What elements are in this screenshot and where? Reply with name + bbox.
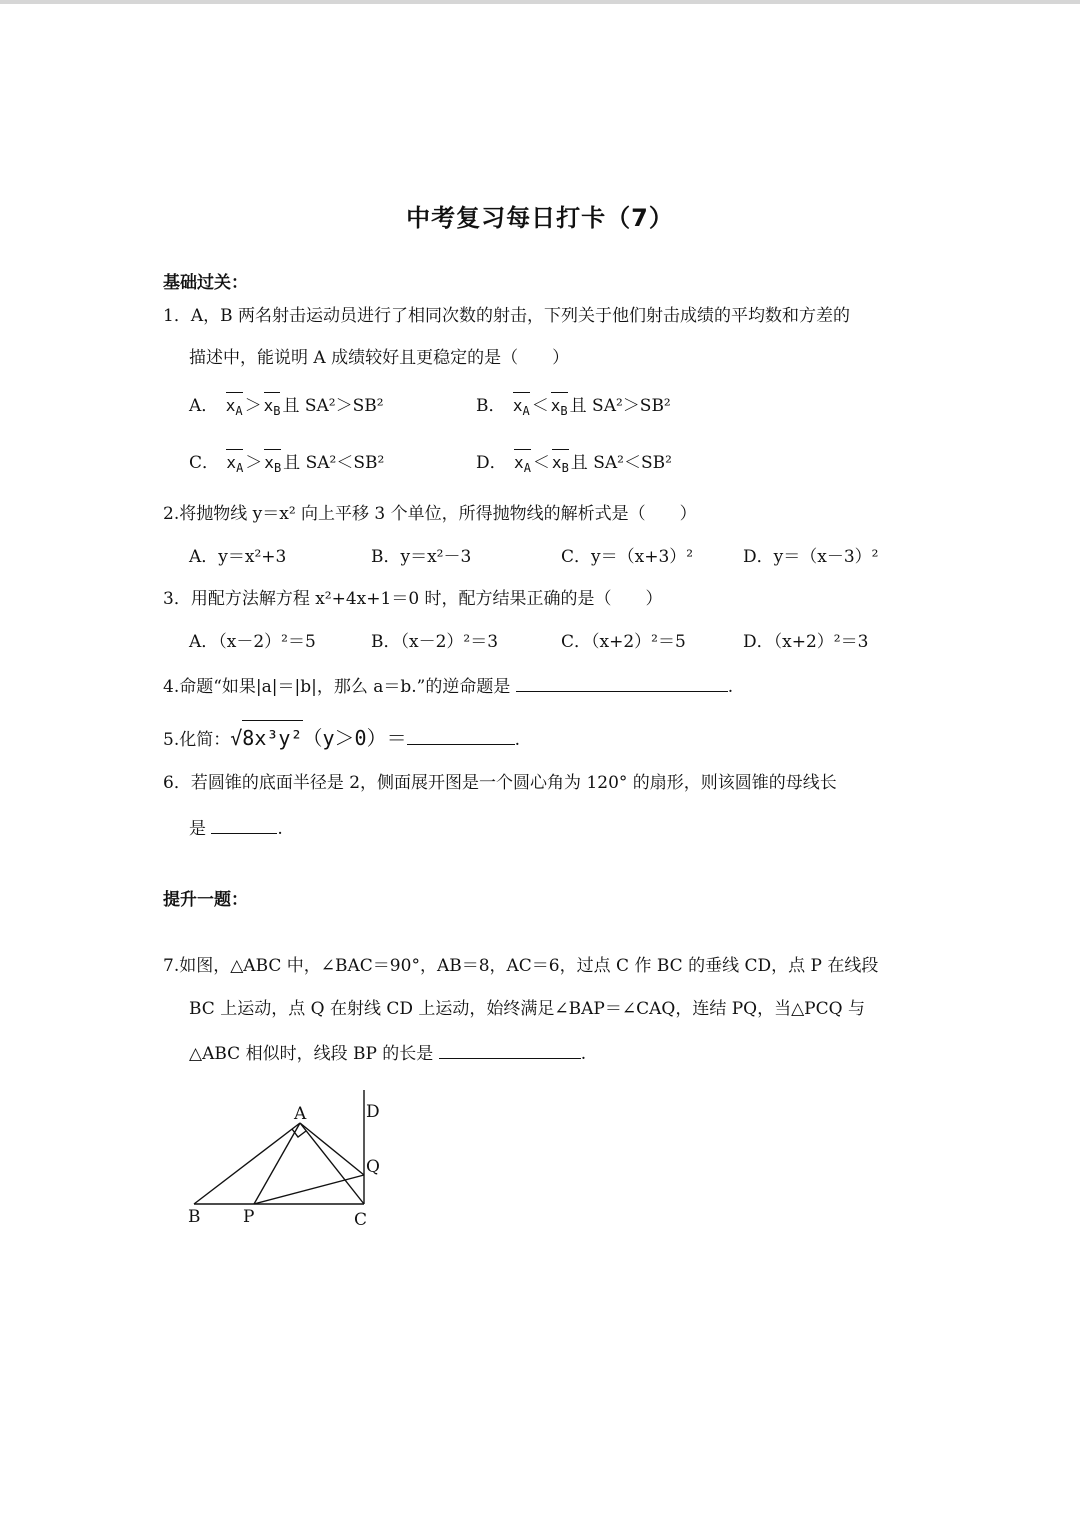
q1-option-a: A． $x_A > x_B$ 且 SA²＞SB²	[189, 392, 384, 420]
q5-radicand: 8x³y²	[242, 720, 302, 753]
label-p: P	[243, 1207, 255, 1227]
q5: 5.化简：√8x³y²（y＞0）＝ .	[163, 720, 520, 755]
section-basic: 基础过关：	[163, 273, 248, 293]
q5-answer-blank	[407, 726, 515, 745]
q4: 4.命题“如果|a|＝|b|，那么 a＝b.”的逆命题是 .	[163, 673, 733, 698]
label-q: Q	[366, 1157, 380, 1177]
mean-xa: $x_A$	[513, 392, 530, 420]
mean-xb: $x_B$	[552, 449, 569, 477]
q5-condition: （y＞0）＝	[302, 726, 407, 750]
q1-option-c-label: C．	[189, 453, 220, 473]
q2-option-c: C．y＝（x+3）²	[561, 547, 694, 567]
q1-option-c: C． $x_A > x_B$ 且 SA²＜SB²	[189, 449, 384, 477]
q1-option-c-cond: 且 SA²＜SB²	[283, 453, 385, 473]
q1-option-d-cond: 且 SA²＜SB²	[570, 453, 672, 473]
q2-option-d: D．y＝（x－3）²	[743, 547, 879, 567]
label-a: A	[294, 1104, 307, 1124]
page-title: 中考复习每日打卡（7）	[406, 204, 674, 232]
q1-option-d: D． $x_A < x_B$ 且 SA²＜SB²	[476, 449, 672, 477]
q6-line2: 是 .	[189, 815, 283, 840]
q1-option-b: B． $x_A < x_B$ 且 SA²＞SB²	[476, 392, 671, 420]
mean-xb: $x_B$	[264, 449, 281, 477]
q4-stem: 4.命题“如果|a|＝|b|，那么 a＝b.”的逆命题是	[163, 677, 511, 697]
q1-line1: 1．A，B 两名射击运动员进行了相同次数的射击，下列关于他们射击成绩的平均数和方差的	[163, 306, 850, 326]
q2-stem: 2.将抛物线 y＝x² 向上平移 3 个单位，所得抛物线的解析式是（ ）	[163, 504, 697, 524]
q4-answer-blank	[516, 673, 728, 692]
q1-option-b-cond: 且 SA²＞SB²	[569, 396, 671, 416]
mean-xa: $x_A$	[514, 449, 531, 477]
segment-ab	[194, 1123, 300, 1204]
mean-xb: $x_B$	[551, 392, 568, 420]
segment-ap	[254, 1123, 300, 1204]
q5-stem: 5.化简：	[163, 730, 231, 750]
segment-ac	[300, 1123, 364, 1204]
q6-answer-blank	[211, 815, 277, 834]
q3-option-c: C．（x+2）²＝5	[561, 632, 686, 652]
q1-line2: 描述中，能说明 A 成绩较好且更稳定的是（ ）	[189, 348, 570, 368]
label-c: C	[354, 1210, 368, 1230]
segment-aq	[300, 1123, 364, 1175]
q7-line3: △ABC 相似时，线段 BP 的长是 .	[189, 1040, 586, 1065]
mean-xb: $x_B$	[264, 392, 281, 420]
q3-stem: 3．用配方法解方程 x²+4x+1＝0 时，配方结果正确的是（ ）	[163, 589, 663, 609]
label-d: D	[366, 1102, 380, 1122]
top-border	[0, 0, 1080, 4]
q7-line1: 7.如图，△ABC 中，∠BAC＝90°，AB＝8，AC＝6，过点 C 作 BC 的垂线 CD，点 P 在线段	[163, 956, 879, 976]
q3-option-a: A．（x－2）²＝5	[189, 632, 316, 652]
geometry-figure	[180, 1090, 410, 1240]
q6-line1: 6．若圆锥的底面半径是 2，侧面展开图是一个圆心角为 120° 的扇形，则该圆锥的母线长	[163, 773, 837, 793]
label-b: B	[188, 1207, 201, 1227]
sqrt-expression: √8x³y²	[230, 726, 302, 750]
q1-option-a-label: A．	[189, 396, 219, 416]
q2-option-a: A．y＝x²+3	[189, 547, 287, 567]
q3-option-d: D．（x+2）²＝3	[743, 632, 869, 652]
section-advanced: 提升一题：	[163, 890, 248, 910]
q1-option-a-cond: 且 SA²＞SB²	[282, 396, 384, 416]
q1-option-b-label: B．	[476, 396, 506, 416]
q2-option-b: B．y＝x²－3	[371, 547, 472, 567]
mean-xa: $x_A$	[226, 449, 243, 477]
q3-option-b: B．（x－2）²＝3	[371, 632, 499, 652]
q1-option-d-label: D．	[476, 453, 507, 473]
q7-line2: BC 上运动，点 Q 在射线 CD 上运动，始终满足∠BAP＝∠CAQ，连结 PQ，当△PCQ 与	[189, 999, 865, 1019]
q7-answer-blank	[439, 1040, 581, 1059]
segment-pq	[254, 1175, 364, 1204]
mean-xa: $x_A$	[226, 392, 243, 420]
